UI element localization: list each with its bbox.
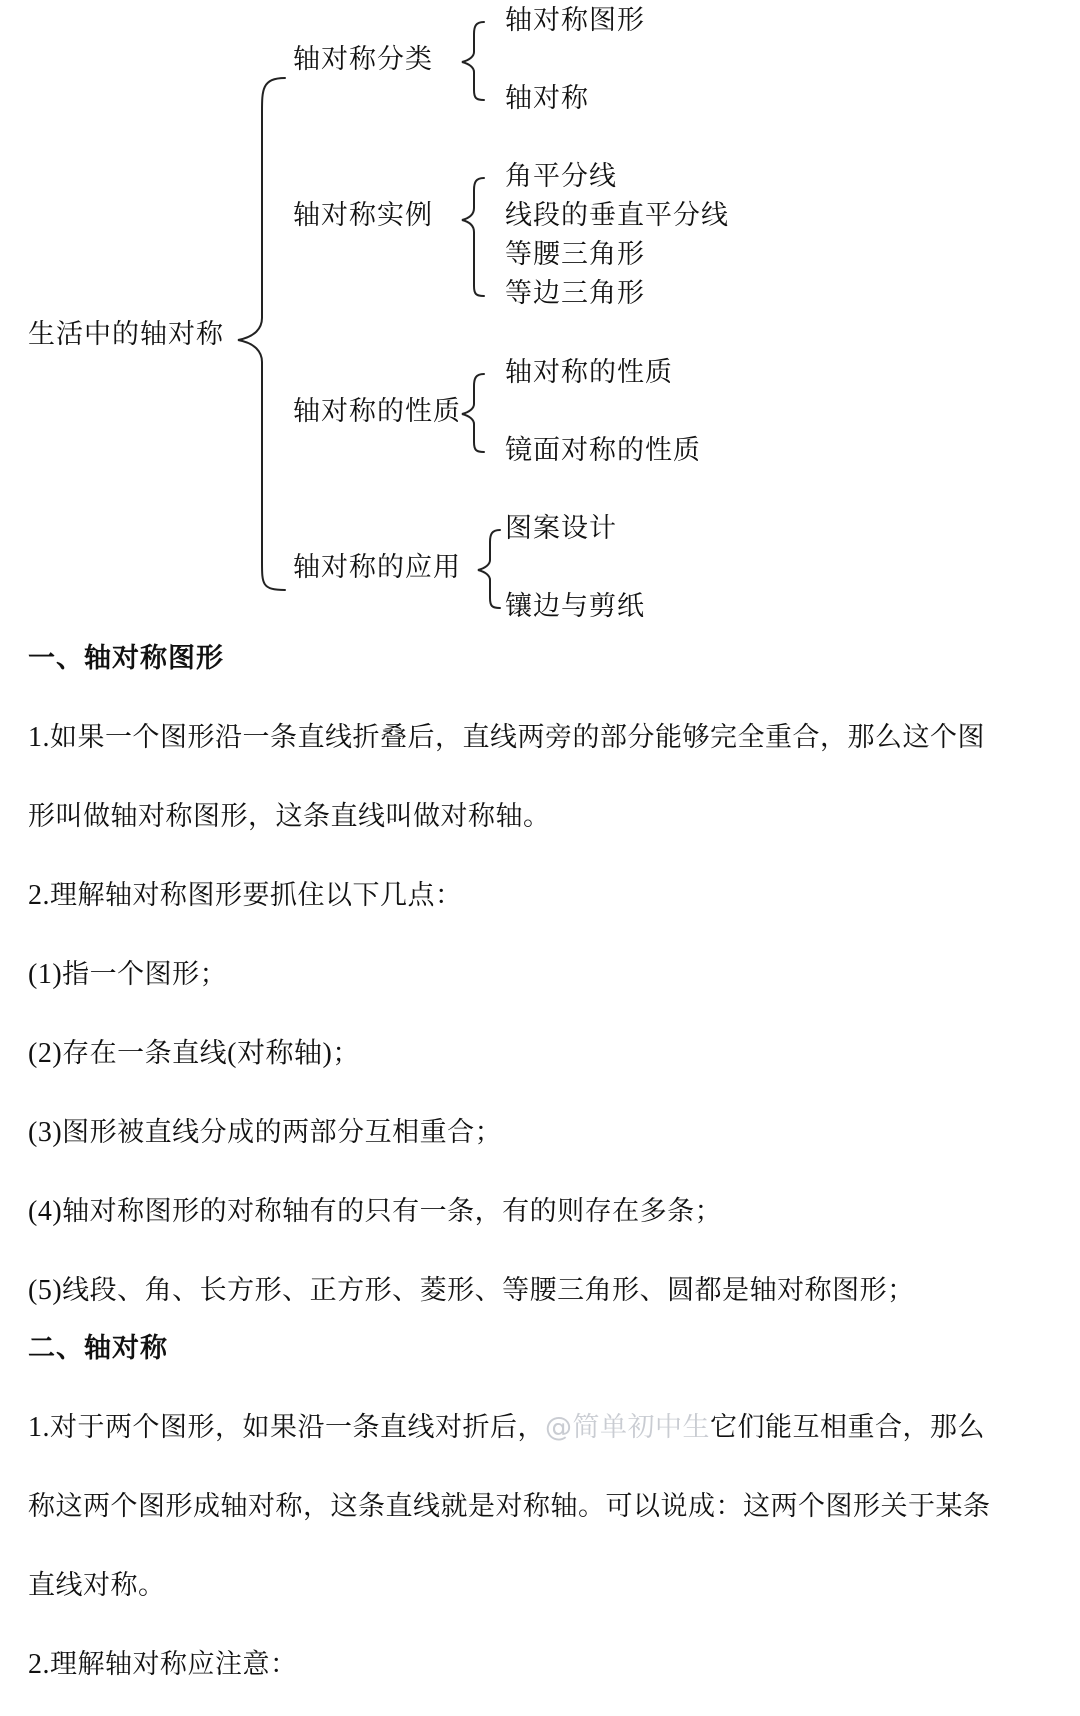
paragraph-text: 对于两个图形，如果沿一条直线对折后， [50,1412,545,1443]
item-number: (4) [28,1196,63,1227]
paragraph-text: 理解轴对称应注意： [50,1649,298,1680]
section-heading-axisymmetric-figure: 一、轴对称图形 [28,643,224,674]
main-brace [238,78,285,590]
item-number: (1) [28,959,63,990]
leaf-edging-and-papercut: 镶边与剪纸 [505,591,645,622]
branch-brace-1 [462,22,484,100]
leaf-mirror-symmetry-properties: 镜面对称的性质 [505,435,701,466]
leaf-perpendicular-bisector: 线段的垂直平分线 [505,200,729,231]
item-number: (3) [28,1117,63,1148]
watermark-text: @简单初中生 [545,1412,710,1443]
branch-label-classification: 轴对称分类 [293,44,433,75]
item-tail: ； [332,1038,360,1069]
concept-map [0,0,1080,640]
branch-label-examples: 轴对称实例 [293,200,433,231]
item-paren-note: (对称轴) [227,1038,333,1069]
leaf-equilateral-triangle: 等边三角形 [505,278,645,309]
key-point-item [28,1172,1068,1251]
paragraph-definition-axisymmetry [28,1388,1068,1467]
paragraph-definition-axisymmetry-cont: 称这两个图形成轴对称，这条直线就是对称轴。可以说成：这两个图形关于某条 [28,1491,991,1522]
paragraph-number: 1. [28,722,50,753]
paragraph-definition-figure [28,698,1068,777]
paragraph-notes-intro [28,1625,1068,1704]
paragraph-text: 如果一个图形沿一条直线折叠后，直线两旁的部分能够完全重合，那么这个图 [50,722,985,753]
leaf-pattern-design: 图案设计 [505,513,617,544]
item-text: 轴对称图形的对称轴有的只有一条，有的则存在多条； [62,1196,723,1227]
key-point-item [28,1014,1068,1093]
paragraph-definition-axisymmetry-end: 直线对称。 [28,1570,166,1601]
leaf-isosceles-triangle: 等腰三角形 [505,239,645,270]
branch-brace-2 [462,178,484,296]
paragraph-definition-figure-cont: 形叫做轴对称图形，这条直线叫做对称轴。 [28,801,551,832]
branch-label-applications: 轴对称的应用 [293,552,461,583]
leaf-axisymmetry: 轴对称 [505,83,589,114]
paragraph-number: 2. [28,880,50,911]
concept-root: 生活中的轴对称 [28,319,224,350]
item-text: 线段、角、长方形、正方形、菱形、等腰三角形、圆都是轴对称图形； [62,1275,915,1306]
section-heading-axisymmetry: 二、轴对称 [28,1333,168,1364]
item-number: (2) [28,1038,63,1069]
item-text: 图形被直线分成的两部分互相重合； [62,1117,503,1148]
paragraph-number: 1. [28,1412,50,1443]
paragraph-key-points-intro [28,856,1068,935]
branch-brace-3 [462,374,484,452]
branch-brace-4 [478,530,500,608]
notes-body [28,642,1068,1704]
paragraph-text: 理解轴对称图形要抓住以下几点： [50,880,463,911]
key-point-item [28,935,1068,1014]
paragraph-text-cont: 它们能互相重合，那么 [710,1412,985,1443]
leaf-axisymmetric-figure: 轴对称图形 [505,5,645,36]
item-number: (5) [28,1275,63,1306]
key-point-item [28,1251,1068,1330]
branch-label-properties: 轴对称的性质 [293,396,461,427]
paragraph-number: 2. [28,1649,50,1680]
leaf-angle-bisector: 角平分线 [505,161,617,192]
key-point-item [28,1093,1068,1172]
item-text: 存在一条直线 [62,1038,228,1069]
item-text: 指一个图形； [62,959,228,990]
leaf-axisymmetry-properties: 轴对称的性质 [505,357,673,388]
